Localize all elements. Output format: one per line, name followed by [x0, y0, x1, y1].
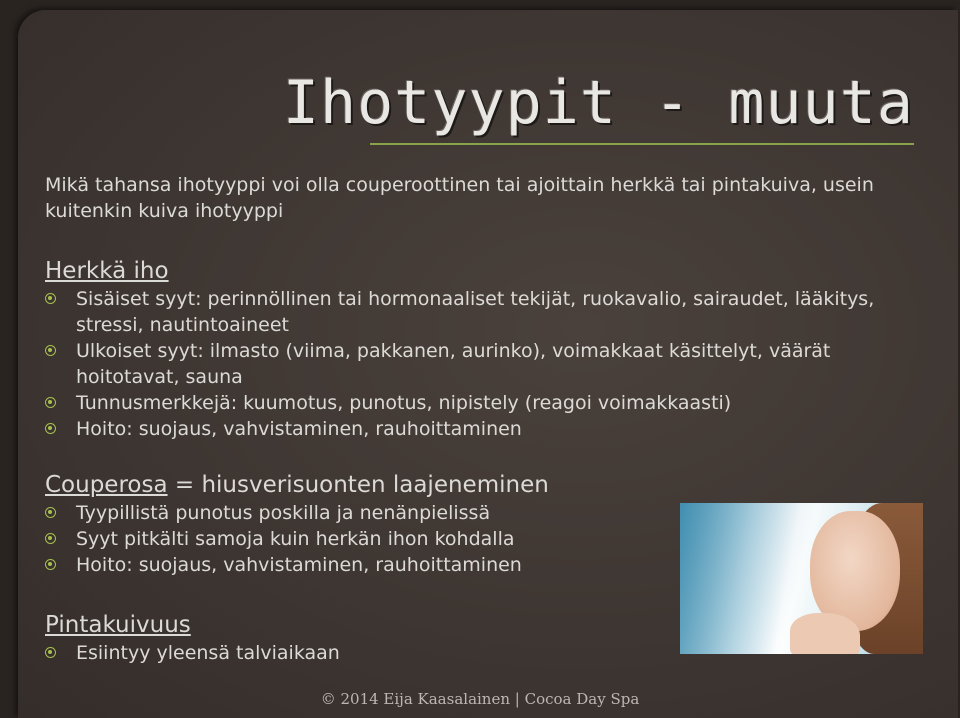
slide-title: Ihotyypit - muuta: [282, 68, 914, 138]
list-item: Sisäiset syyt: perinnöllinen tai hormonaaliset tekijät, ruokavalio, sairaudet, lääkitys, stressi, nautintoaineet: [45, 286, 925, 338]
section-heading: Pintakuivuus: [45, 612, 191, 638]
bullet-icon: [45, 647, 56, 658]
bullet-list: [45, 286, 925, 442]
list-item: Hoito: suojaus, vahvistaminen, rauhoittaminen: [45, 416, 925, 442]
intro-text: Mikä tahansa ihotyyppi voi olla couperoottinen tai ajoittain herkkä tai pintakuiva, usein kuitenkin kuiva ihotyyppi: [45, 174, 874, 222]
bullet-icon: [45, 559, 56, 570]
bullet-icon: [45, 533, 56, 544]
bullet-icon: [45, 507, 56, 518]
list-item: Tunnusmerkkejä: kuumotus, punotus, nipistely (reagoi voimakkaasti): [45, 390, 925, 416]
list-item: Ulkoiset syyt: ilmasto (viima, pakkanen, aurinko), voimakkaat käsittelyt, väärät hoitotavat, sauna: [45, 338, 925, 390]
section-heading: Couperosa = hiusverisuonten laajeneminen: [45, 472, 549, 498]
woman-water-photo: [680, 503, 923, 654]
bullet-icon: [45, 423, 56, 434]
title-underline: [370, 143, 914, 145]
list-item: Esiintyy yleensä talviaikaan: [45, 640, 925, 666]
footer-copyright: © 2014 Eija Kaasalainen | Cocoa Day Spa: [320, 690, 640, 708]
list-item: Tyypillistä punotus poskilla ja nenänpielissä: [45, 500, 925, 526]
bullet-icon: [45, 293, 56, 304]
section-herkka-iho: [45, 256, 925, 442]
bullet-icon: [45, 397, 56, 408]
section-heading: Herkkä iho: [45, 258, 169, 284]
list-item: Hoito: suojaus, vahvistaminen, rauhoittaminen: [45, 552, 925, 578]
list-item: Syyt pitkälti samoja kuin herkän ihon kohdalla: [45, 526, 925, 552]
bullet-icon: [45, 345, 56, 356]
